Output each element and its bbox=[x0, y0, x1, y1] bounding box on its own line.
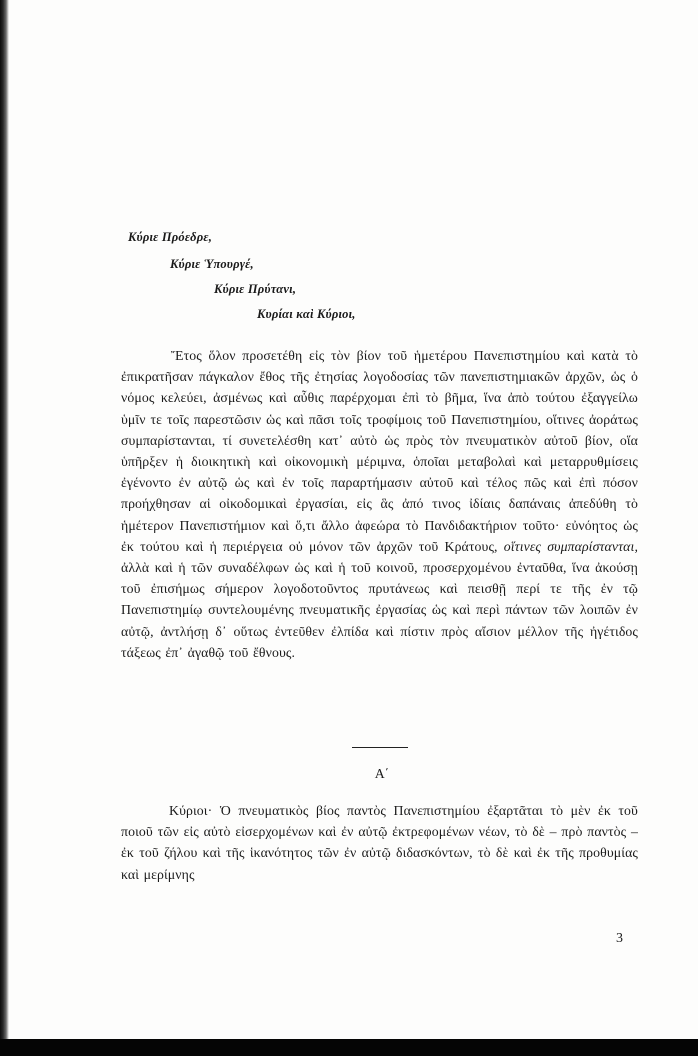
opening-paragraph-text-1: Ἔτος ὅλον προσετέθη εἰς τὸν βίον τοῦ ἡμετέρου Πανεπιστημίου καὶ κατὰ τὸ ἐπικρατῆσαν πάγκαλον ἔθος τῆς ἐτησίας λογοδοσίας τῶν πανεπιστημιακῶν ἀρχῶν, ὡς ὁ νόμος κελεύει, ἀσμένως καὶ αὖθις παρέρχομαι ἐπὶ τὸ βῆμα, ἵνα ἀπὸ τούτου ἐξαγγείλω ὑμῖν τε τοῖς παρεστῶσιν ὡς καὶ πᾶσι τοῖς τροφίμοις τοῦ Πανεπιστημίου, οἵτινες ἀοράτως συμπαρίστανται, τί συνετελέσθη κατ᾽ αὐτὸ ὡς πρὸς τὸν πνευματικὸν αὐτοῦ βίον, οἵα ὑπῆρξεν ἡ διοικητικὴ καὶ οἰκονομικὴ μέριμνα, ὁποῖαι μεταβολαὶ καὶ μεταρρυθμίσεις ἐγένοντο ἐν αὐτῷ ὡς καὶ ἐν τοῖς παραρτήμασιν αὐτοῦ καὶ τέλος πῶς καὶ ἐπὶ πόσον προήχθησαν αἱ οἰκοδομικαὶ ἐργασίαι, εἰς ἃς ἀπό τινος ἰδίαις δαπάναις ἀπεδύθη τὸ ἡμέτερον Πανεπιστήμιον καὶ ὅ,τι ἄλλο ἀφεώρα τὸ Πανδιδακτήριον τοῦτο· εὐνόητος ὡς ἐκ τούτου καὶ ἡ περιέργεια οὐ μόνον τῶν ἀρχῶν τοῦ Κράτους, bbox=[121, 348, 638, 554]
section-divider bbox=[352, 747, 408, 748]
salutation-ladies-gentlemen: Κυρίαι καὶ Κύριοι, bbox=[257, 307, 356, 321]
salutation-minister: Κύριε Ὑπουργέ, bbox=[170, 257, 254, 271]
scan-bottom-edge bbox=[0, 1039, 698, 1056]
scan-binding-edge bbox=[0, 0, 9, 1056]
opening-paragraph bbox=[121, 345, 638, 663]
salutation-president: Κύριε Πρόεδρε, bbox=[128, 230, 213, 244]
page-number: 3 bbox=[616, 931, 623, 946]
opening-paragraph-italic-phrase: οἵτινες συμπαρίστανται, bbox=[503, 538, 638, 554]
section-heading-a: Α΄ bbox=[374, 766, 390, 781]
opening-paragraph-text-2: ἀλλὰ καὶ ἡ τῶν συναδέλφων ὡς καὶ ἡ τοῦ κοινοῦ, προσερχομένου ἐνταῦθα, ἵνα ἀκούσῃ τοῦ ἐπισήμως σήμερον λογοδοτοῦντος πρυτάνεως καὶ πεισθῇ περί τε τῆς ἐν τῷ Πανεπιστημίῳ συντελουμένης πνευματικῆς ἐργασίας ὡς καὶ περὶ πάντων τῶν λοιπῶν ἐν αὐτῷ, ἀντλήσῃ δ᾽ οὕτως ἐντεῦθεν ἐλπίδα καὶ πίστιν πρὸς αἴσιον μέλλον τῆς ἠγέτιδος τάξεως ἐπ᾽ ἀγαθῷ τοῦ ἔθνους. bbox=[121, 560, 638, 660]
salutation-rector: Κύριε Πρύτανι, bbox=[214, 282, 297, 296]
section-a-paragraph: Κύριοι· Ὁ πνευματικὸς βίος παντὸς Πανεπιστημίου ἐξαρτᾶται τὸ μὲν ἐκ τοῦ ποιοῦ τῶν εἰς αὐτὸ εἰσερχομένων καὶ ἐν αὐτῷ ἐκτρεφομένων νέων, τὸ δὲ – πρὸ παντὸς – ἐκ τοῦ ζήλου καὶ τῆς ἱκανότητος τῶν ἐν αὐτῷ διδασκόντων, τὸ δὲ καὶ ἐκ τῆς προθυμίας καὶ μερίμνης bbox=[121, 803, 638, 882]
